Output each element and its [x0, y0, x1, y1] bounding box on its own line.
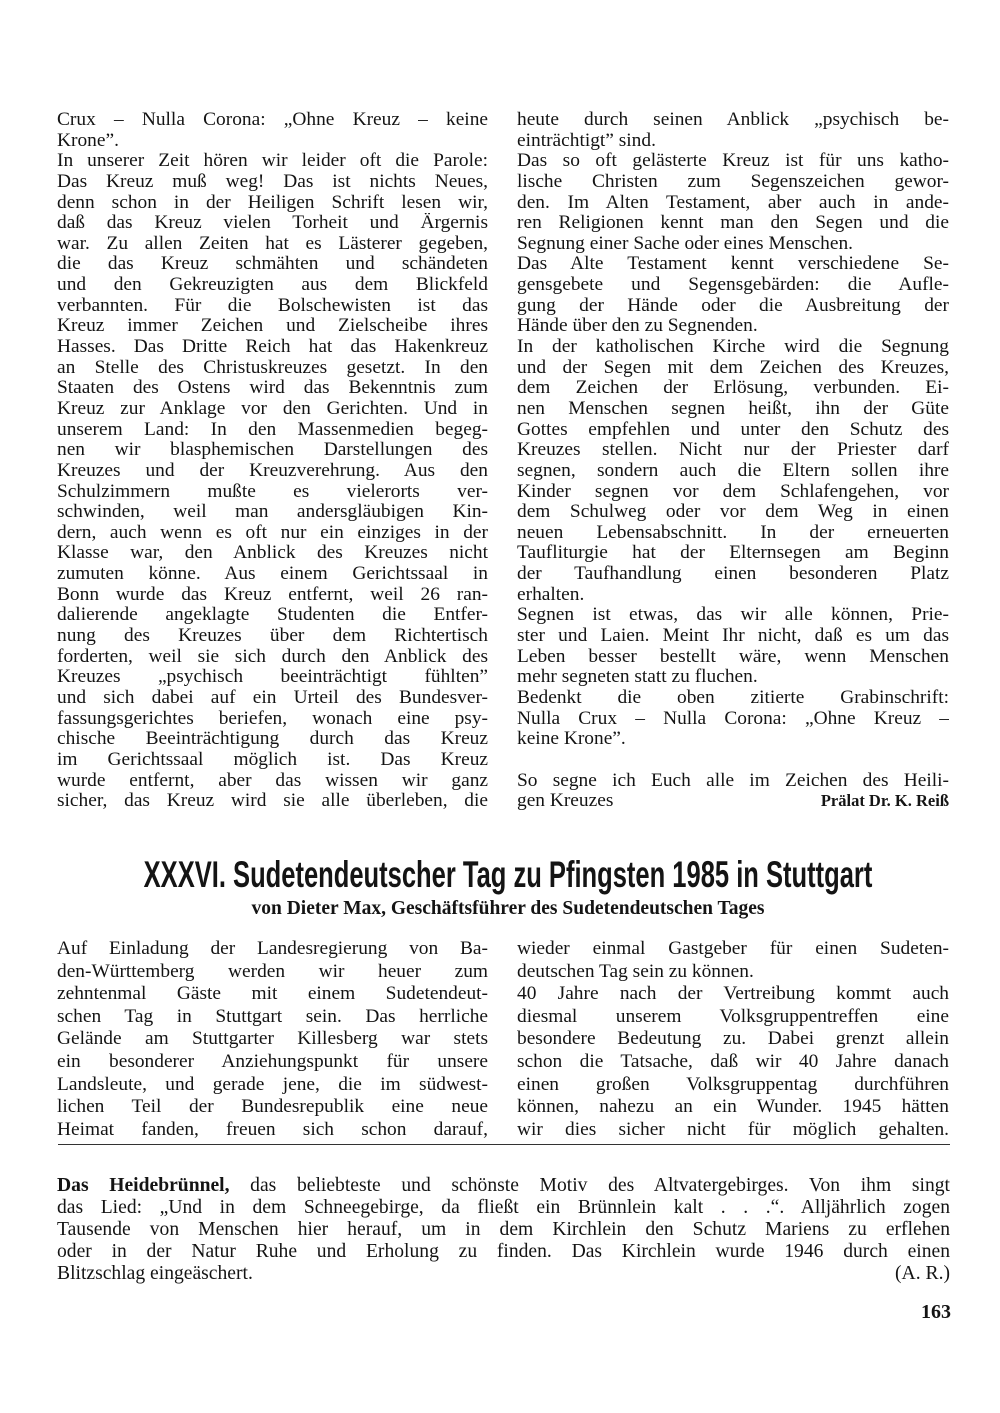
note-line: [57, 1175, 950, 1197]
text-line: chische Beeinträchtigung durch das Kreuz: [57, 729, 488, 750]
text-line: sicher, das Kreuz wird sie alle überleben, die: [57, 791, 488, 812]
text-line: mehr segneten statt zu fluchen.: [517, 667, 758, 688]
article2-left-column: [57, 938, 488, 1141]
section-divider: [58, 1144, 950, 1145]
text-line: Das so oft gelästerte Kreuz ist für uns katho-: [517, 151, 949, 172]
text-line: gung der Hände oder die Ausbreitung der: [517, 295, 949, 316]
text-line: Crux – Nulla Corona: „Ohne Kreuz – keine: [57, 110, 488, 130]
paragraph: [57, 151, 488, 812]
spacer: [517, 750, 949, 771]
text-line: Segnen ist etwas, das wir alle können, Prie-: [517, 605, 949, 626]
text-line: Kinder segnen vor dem Schlafengehen, vor: [517, 481, 949, 502]
text-line: Das Kreuz muß weg! Das ist nichts Neues,: [57, 171, 488, 192]
text-line: lichen Teil der Bundesrepublik eine neue: [57, 1096, 488, 1118]
text-line: In unserer Zeit hören wir leider oft die Parole:: [57, 151, 488, 172]
text-line: diesmal unserem Volksgruppentreffen eine: [517, 1005, 949, 1027]
text-line: und sich dabei auf ein Urteil des Bundesver-: [57, 687, 488, 708]
text-line: schen Tag in Stuttgart sein. Das herrliche: [57, 1005, 488, 1027]
text-line: Taufliturgie hat der Elternsegen am Beginn: [517, 543, 949, 564]
text-line: Kreuzes und der Kreuzverehrung. Aus den: [57, 460, 488, 481]
note-initials: (A. R.): [895, 1263, 950, 1284]
closing-line: [517, 791, 949, 812]
text-line: gensgebete und Segensgebärden: die Aufle-: [517, 275, 949, 296]
text-line: Klasse war, den Anblick des Kreuzes nicht: [57, 543, 488, 564]
text-line: Gelände am Stuttgarter Killesberg war stets: [57, 1028, 488, 1050]
text-line: und der Segen mit dem Zeichen des Kreuzes,: [517, 357, 949, 378]
text-line: an Stelle des Christuskreuzes gesetzt. In den: [57, 357, 488, 378]
paragraph: [517, 938, 949, 983]
text-line: zumuten könne. Aus einem Gerichtssaal in: [57, 564, 488, 585]
text-line: deutschen Tag sein zu können.: [517, 960, 754, 982]
paragraph: [57, 938, 488, 1141]
text-line: In der katholischen Kirche wird die Segnung: [517, 337, 949, 358]
note-line: das Lied: „Und in dem Schneegebirge, da fließt ein Brünnlein kalt . . .“. Alljährlich zogen: [57, 1197, 950, 1218]
text-line: segnen, sondern auch die Eltern sollen ihre: [517, 460, 949, 481]
text-line: lische Christen zum Segenszeichen gewor-: [517, 171, 949, 192]
note-text: Blitzschlag eingeäschert.: [57, 1263, 253, 1284]
text-line: 40 Jahre nach der Vertreibung kommt auch: [517, 983, 949, 1005]
text-line: Kreuzes stellen. Nicht nur der Priester darf: [517, 440, 949, 461]
text-line: dem Schulweg oder vor dem Weg in einen: [517, 502, 949, 523]
text-line: können, nahezu an ein Wunder. 1945 hätten: [517, 1096, 949, 1118]
text-line: Kreuzes „psychisch beeinträchtigt fühlten”: [57, 667, 488, 688]
text-line: verbannten. Für die Bolschewisten ist das: [57, 295, 488, 316]
text-line: einen großen Volksgruppentag durchführen: [517, 1073, 949, 1095]
text-line: forderten, weil sie sich durch den Anblick des: [57, 646, 488, 667]
text-line: Bonn wurde das Kreuz entfernt, weil 26 ran-: [57, 584, 488, 605]
text-line: den. Im Alten Testament, aber auch in ande-: [517, 192, 949, 213]
text-line: Bedenkt die oben zitierte Grabinschrift:: [517, 687, 949, 708]
text-line: der Taufhandlung einen besonderen Platz: [517, 564, 949, 585]
note-lead: Das Heidebrünnel,: [57, 1175, 230, 1196]
text-line: Kreuz zur Anklage vor den Gerichten. Und in: [57, 398, 488, 419]
note-line: oder in der Natur Ruhe und Erholung zu finden. Das Kirchlein wurde 1946 durch einen: [57, 1241, 950, 1262]
text-line: dalierende angeklagte Studenten die Entfer-: [57, 605, 488, 626]
text-line: Landsleute, und gerade jene, die im südwest-: [57, 1073, 488, 1095]
text-line: daß das Kreuz vielen Torheit und Ärgernis: [57, 213, 488, 234]
text-line: schon die Tatsache, daß wir 40 Jahre danach: [517, 1050, 949, 1072]
text-line: im Gerichtssaal möglich ist. Das Kreuz: [57, 749, 488, 770]
paragraph: [517, 605, 949, 688]
text-line: erhalten.: [517, 584, 585, 605]
paragraph: [517, 151, 949, 254]
text-line: heute durch seinen Anblick „psychisch be-: [517, 110, 949, 130]
note-text: das beliebteste und schönste Motiv des Altvatergebirges. Von ihm singt: [229, 1175, 950, 1196]
text-line: Hasses. Das Dritte Reich hat das Hakenkreuz: [57, 337, 488, 358]
text-line: Schulzimmern mußte es vielerorts ver-: [57, 481, 488, 502]
note-last-line: [57, 1263, 950, 1285]
article1-right-column: [517, 110, 949, 812]
text-line: nung des Kreuzes über dem Richtertisch: [57, 626, 488, 647]
text-line: ein besonderer Anziehungspunkt für unsere: [57, 1050, 488, 1072]
text-line: zehntenmal Gäste mit einem Sudetendeut-: [57, 983, 488, 1005]
text-line: Auf Einladung der Landesregierung von Ba-: [57, 938, 488, 959]
text-line: dem Zeichen der Erlösung, verbunden. Ei-: [517, 378, 949, 399]
paragraph: [517, 688, 949, 750]
text-line: wieder einmal Gastgeber für einen Sudeten-: [517, 938, 949, 959]
article2-byline: von Dieter Max, Geschäftsführer des Sudetendeutschen Tages: [251, 898, 765, 919]
text-line: keine Krone”.: [517, 729, 626, 750]
text-line: Kreuz immer Zeichen und Zielscheibe ihres: [57, 316, 488, 337]
article2-right-column: [517, 938, 949, 1141]
text-line: ren Religionen kennt man den Segen und die: [517, 213, 949, 234]
text-line: und den Gekreuzigten aus dem Blickfeld: [57, 275, 488, 296]
paragraph: [57, 110, 488, 151]
text-line: nen wir blasphemischen Darstellungen des: [57, 440, 488, 461]
text-line: den-Württemberg werden wir heuer zum: [57, 960, 488, 982]
closing-text: gen Kreuzes: [517, 790, 614, 812]
article1-left-column: [57, 110, 488, 812]
text-line: dern, auch wenn es oft nur ein einziges in der: [57, 522, 488, 543]
paragraph: [517, 254, 949, 337]
text-line: schwinden, weil man andersgläubigen Kin-: [57, 502, 488, 523]
page-number: 163: [921, 1301, 951, 1323]
text-line: Krone”.: [57, 130, 119, 151]
text-line: Segnung einer Sache oder eines Menschen.: [517, 233, 853, 254]
text-line: Nulla Crux – Nulla Corona: „Ohne Kreuz –: [517, 708, 949, 729]
article2-headline: XXXVI. Sudetendeutscher Tag zu Pfingsten 1985 in Stuttgart: [143, 854, 873, 895]
paragraph: [517, 983, 949, 1141]
text-line: unserem Land: In den Massenmedien begeg-: [57, 419, 488, 440]
note-line: Tausende von Menschen hier herauf, um in dem Kirchlein den Schutz Mariens zu erflehen: [57, 1219, 950, 1240]
text-line: die das Kreuz schmähten und schändeten: [57, 254, 488, 275]
text-line: einträchtigt” sind.: [517, 130, 656, 151]
closing-line: So segne ich Euch alle im Zeichen des Heili-: [517, 770, 949, 791]
caption-note: [57, 1175, 950, 1285]
text-line: Staaten des Ostens wird das Bekenntnis zum: [57, 378, 488, 399]
paragraph: [517, 337, 949, 605]
text-line: war. Zu allen Zeiten hat es Lästerer gegeben,: [57, 233, 488, 254]
text-line: wir dies sicher nicht für möglich gehalten.: [517, 1118, 949, 1140]
text-line: fassungsgerichtes beriefen, wonach eine psy-: [57, 708, 488, 729]
text-line: ster und Laien. Meint Ihr nicht, daß es um das: [517, 626, 949, 647]
text-line: Das Alte Testament kennt verschiedene Se-: [517, 254, 949, 275]
text-line: Heimat fanden, freuen sich schon darauf,: [57, 1118, 488, 1140]
text-line: besondere Bedeutung zu. Dabei grenzt allein: [517, 1028, 949, 1050]
text-line: nen Menschen segnen heißt, ihn der Güte: [517, 398, 949, 419]
text-line: Hände über den zu Segnenden.: [517, 316, 758, 337]
text-line: neuen Lebensabschnitt. In der erneuerten: [517, 522, 949, 543]
text-line: Gottes empfehlen und unter den Schutz des: [517, 419, 949, 440]
text-line: Leben besser bestellt wäre, wenn Menschen: [517, 646, 949, 667]
text-line: wurde entfernt, aber das wissen wir ganz: [57, 770, 488, 791]
text-line: denn schon in der Heiligen Schrift lesen wir,: [57, 192, 488, 213]
author-signature: Prälat Dr. K. Reiß: [820, 791, 949, 811]
paragraph: [517, 110, 949, 151]
